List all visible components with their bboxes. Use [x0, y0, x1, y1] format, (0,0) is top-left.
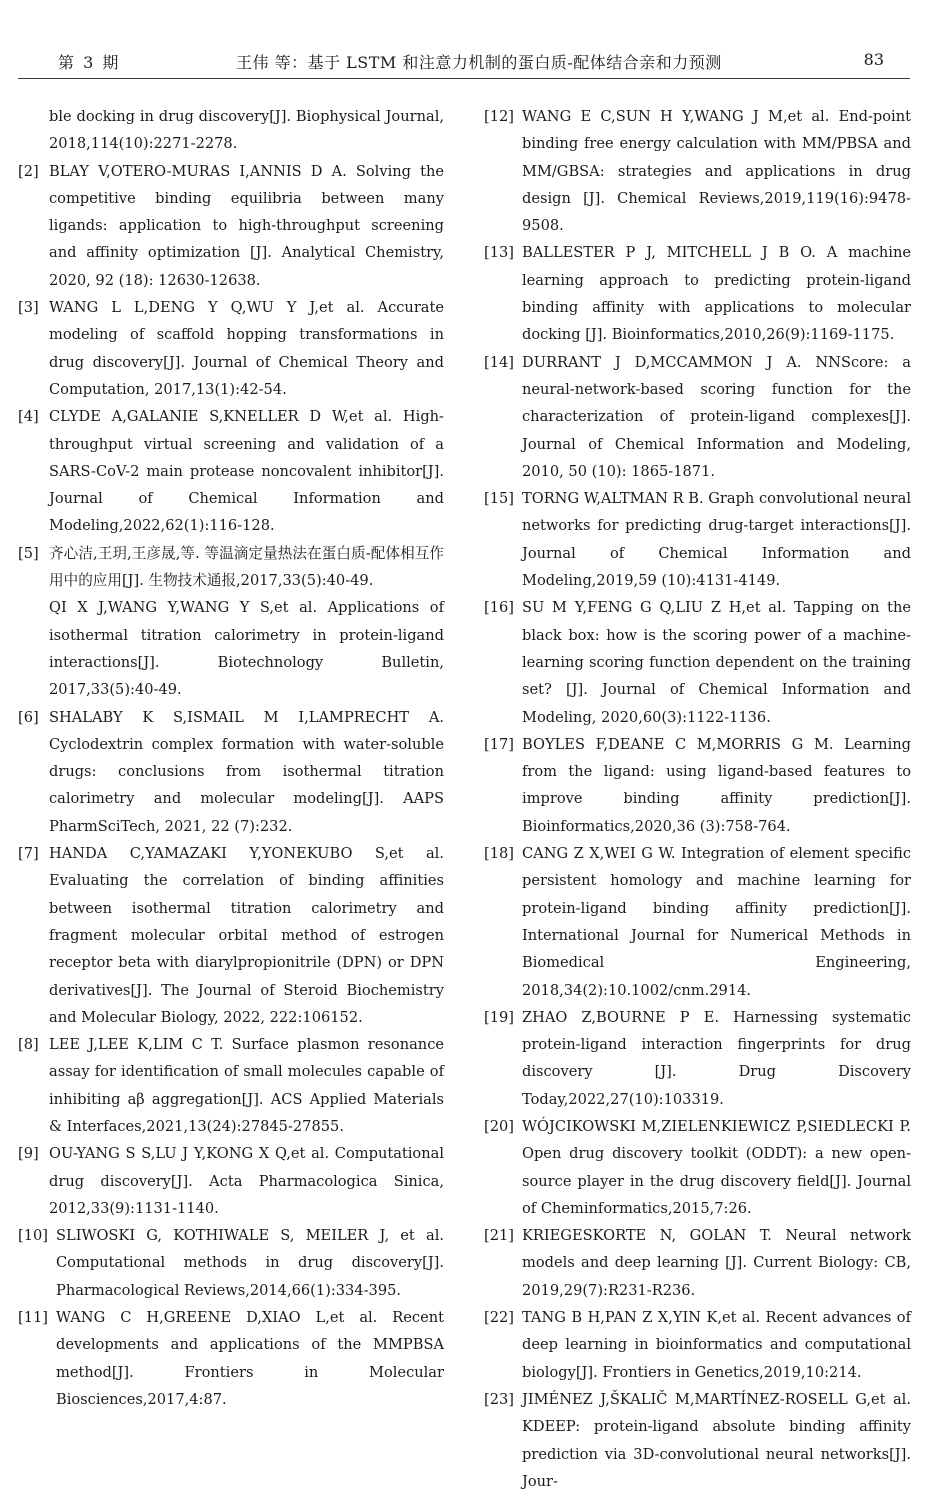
reference-number: [23] [484, 1390, 514, 1408]
reference-13 [484, 239, 911, 348]
reference-number: [10] [18, 1227, 48, 1245]
reference-text: SLIWOSKI G, KOTHIWALE S, MEILER J, et al. Computational methods in drug discovery[J]. Pharmacological Reviews,2014,66(1):334-395. [56, 1227, 444, 1299]
page-header [18, 44, 910, 79]
reference-number: [3] [18, 299, 39, 317]
reference-text: BALLESTER P J, MITCHELL J B O. A machine learning approach to predicting protein-ligand binding affinity with applications to molecular docking [J]. Bioinformatics,2010,26(9):1169-1175. [522, 244, 911, 344]
reference-19 [484, 1004, 911, 1113]
reference-text: LEE J,LEE K,LIM C T. Surface plasmon resonance assay for identification of small molecules capable of inhibiting aβ aggregation[J]. ACS Applied Materials & Interfaces,2021,13(24):27845-27855. [49, 1036, 444, 1135]
reference-number: [15] [484, 490, 514, 508]
reference-number: [19] [484, 1008, 514, 1026]
reference-12 [484, 103, 911, 239]
reference-number: [12] [484, 108, 514, 125]
reference-text: DURRANT J D,MCCAMMON J A. NNScore: a neural-network-based scoring function for the characterization of protein-ligand complexes[J]. Journal of Chemical Information and Modeling, 2010, 50 (10): 1865-1871. [522, 353, 911, 480]
reference-number: [4] [18, 408, 39, 426]
issue-number: 第 3 期 [58, 53, 121, 72]
reference-3 [18, 294, 444, 403]
reference-number: [2] [18, 162, 39, 180]
reference-number: [11] [18, 1309, 48, 1327]
reference-text: ZHAO Z,BOURNE P E. Harnessing systematic protein-ligand interaction fingerprints for drug discovery [J]. Drug Discovery Today,2022,27(10):103319. [522, 1008, 911, 1108]
reference-10 [18, 1222, 444, 1304]
reference-14 [484, 349, 911, 485]
reference-number: [8] [18, 1036, 39, 1054]
reference-17 [484, 731, 911, 840]
reference-number: [16] [484, 599, 514, 617]
reference-text: CANG Z X,WEI G W. Integration of element specific persistent homology and machine learning for protein-ligand binding affinity prediction[J]. International Journal for Numerical Methods in Biomedical Engineering, 2018,34(2):10.1002/cnm.2914. [522, 845, 911, 999]
reference-number: [5] [18, 544, 39, 562]
left-column [18, 103, 444, 1413]
reference-5 [18, 540, 444, 704]
reference-21 [484, 1222, 911, 1304]
reference-number: [9] [18, 1145, 39, 1163]
reference-text-chinese: 齐心洁,王玥,王彦晟,等. 等温滴定量热法在蛋白质-配体相互作用中的应用[J]. 生物技术通报,2017,33(5):40-49. [49, 544, 444, 590]
reference-9 [18, 1140, 444, 1222]
reference-text: TANG B H,PAN Z X,YIN K,et al. Recent advances of deep learning in bioinformatics and computational biology[J]. Frontiers in Genetics,2019,10:214. [522, 1309, 911, 1381]
reference-number: [6] [18, 708, 39, 726]
reference-11 [18, 1304, 444, 1413]
reference-text-english: QI X J,WANG Y,WANG Y S,et al. Applications of isothermal titration calorimetry in protein-ligand interactions[J]. Biotechnology Bulletin, 2017,33(5):40-49. [49, 599, 444, 699]
reference-8 [18, 1031, 444, 1140]
reference-18 [484, 840, 911, 1004]
reference-22 [484, 1304, 911, 1386]
reference-text: JIMÉNEZ J,ŠKALIČ M,MARTÍNEZ-ROSELL G,et al. KDEEP: protein-ligand absolute binding affinity prediction via 3D-convolutional neural networks[J]. Jour- [522, 1390, 911, 1490]
reference-number: [14] [484, 353, 514, 371]
reference-text: WANG E C,SUN H Y,WANG J M,et al. End-point binding free energy calculation with MM/PBSA and MM/GBSA: strategies and applications in drug design [J]. Chemical Reviews,2019,119(16):9478-9508. [522, 108, 911, 235]
reference-text: WÓJCIKOWSKI M,ZIELENKIEWICZ P,SIEDLECKI P. Open drug discovery toolkit (ODDT): a new open-source player in the drug discovery field[J]. Journal of Cheminformatics,2015,7:26. [522, 1117, 911, 1217]
reference-20 [484, 1113, 911, 1222]
reference-text: BLAY V,OTERO-MURAS I,ANNIS D A. Solving the competitive binding equilibria between many ligands: application to high-throughput screening and affinity optimization [J]. Analytical Chemistry, 2020, 92 (18): 12630-12638. [49, 162, 444, 289]
right-column [484, 103, 911, 1495]
reference-2 [18, 158, 444, 294]
reference-text: SHALABY K S,ISMAIL M I,LAMPRECHT A. Cyclodextrin complex formation with water-soluble drugs: conclusions from isothermal titration calorimetry and molecular modeling[J]. AAPS PharmSciTech, 2021, 22 (7):232. [49, 708, 444, 835]
reference-text-block [18, 540, 444, 704]
reference-text: ble docking in drug discovery[J]. Biophysical Journal, 2018,114(10):2271-2278. [49, 108, 444, 153]
reference-text: TORNG W,ALTMAN R B. Graph convolutional neural networks for predicting drug-target interactions[J]. Journal of Chemical Information and Modeling,2019,59 (10):4131-4149. [522, 490, 911, 590]
reference-text: CLYDE A,GALANIE S,KNELLER D W,et al. High-throughput virtual screening and validation of a SARS-CoV-2 main protease noncovalent inhibitor[J]. Journal of Chemical Information and Modeling,2022,62(1):116-128. [49, 408, 444, 535]
reference-number: [21] [484, 1227, 514, 1245]
reference-number: [18] [484, 845, 514, 863]
reference-number: [22] [484, 1309, 514, 1327]
page-number: 83 [863, 50, 884, 69]
reference-text: SU M Y,FENG G Q,LIU Z H,et al. Tapping on the black box: how is the scoring power of a machine-learning scoring function dependent on the training set? [J]. Journal of Chemical Information and Modeling, 2020,60(3):1122-1136. [522, 599, 911, 726]
reference-number: [17] [484, 735, 514, 753]
running-title: 王伟 等：基于 LSTM 和注意力机制的蛋白质-配体结合亲和力预测 [236, 53, 722, 72]
reference-number: [7] [18, 845, 39, 863]
reference-16 [484, 594, 911, 730]
reference-4 [18, 403, 444, 539]
reference-text: BOYLES F,DEANE C M,MORRIS G M. Learning from the ligand: using ligand-based features to improve binding affinity prediction[J]. Bioinformatics,2020,36 (3):758-764. [522, 735, 911, 835]
reference-number: [20] [484, 1117, 514, 1135]
reference-text: HANDA C,YAMAZAKI Y,YONEKUBO S,et al. Evaluating the correlation of binding affinities between isothermal titration calorimetry and fragment molecular orbital method of estrogen receptor beta with diarylpropionitrile (DPN) or DPN derivatives[J]. The Journal of Steroid Biochemistry and Molecular Biology, 2022, 222:106152. [49, 845, 444, 1026]
reference-15 [484, 485, 911, 594]
reference-text: WANG L L,DENG Y Q,WU Y J,et al. Accurate modeling of scaffold hopping transformations in drug discovery[J]. Journal of Chemical Theory and Computation, 2017,13(1):42-54. [49, 299, 444, 398]
reference-text: KRIEGESKORTE N, GOLAN T. Neural network models and deep learning [J]. Current Biology: CB, 2019,29(7):R231-R236. [522, 1227, 911, 1299]
reference-number: [13] [484, 244, 514, 262]
reference-7 [18, 840, 444, 1031]
reference-6 [18, 704, 444, 840]
reference-23 [484, 1386, 911, 1495]
reference-text: WANG C H,GREENE D,XIAO L,et al. Recent developments and applications of the MMPBSA method[J]. Frontiers in Molecular Biosciences,2017,4:87. [56, 1309, 444, 1408]
reference-text: OU-YANG S S,LU J Y,KONG X Q,et al. Computational drug discovery[J]. Acta Pharmacologica Sinica, 2012,33(9):1131-1140. [49, 1145, 444, 1217]
reference-1-continued [18, 103, 444, 158]
